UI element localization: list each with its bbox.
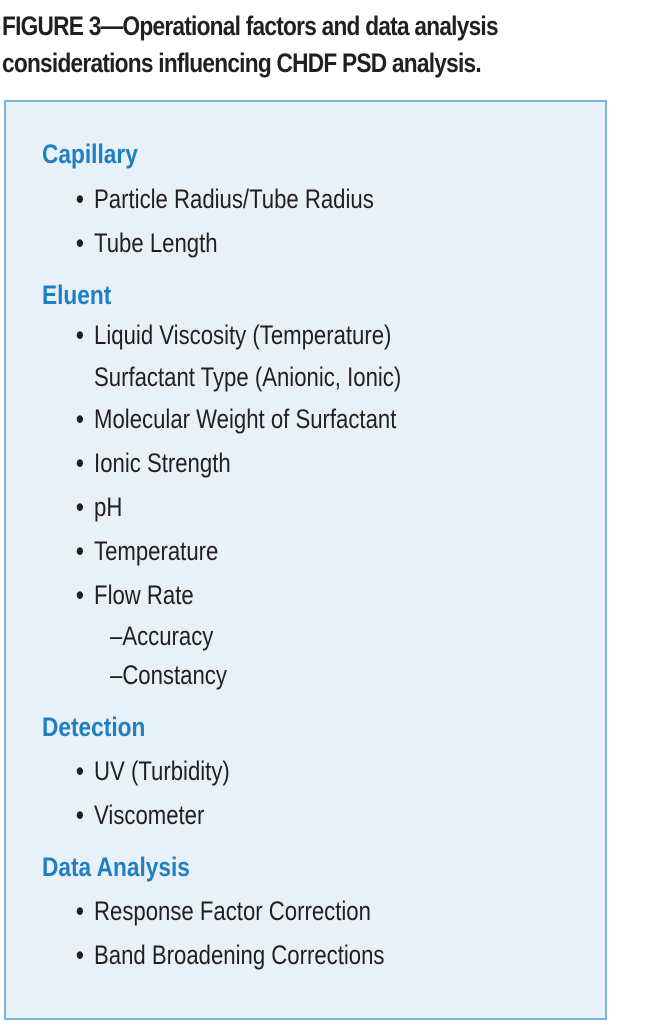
list-item-label: Response Factor Correction: [94, 896, 371, 926]
figure-caption: [2, 8, 640, 82]
list-item-label: Flow Rate: [94, 580, 194, 610]
bullet-icon: •: [76, 404, 84, 434]
list-item: [76, 800, 204, 831]
list-item: [76, 756, 230, 787]
bullet-icon: •: [76, 184, 84, 214]
list-item-label: Liquid Viscosity (Temperature): [94, 320, 392, 350]
bullet-icon: •: [76, 320, 84, 350]
bullet-icon: •: [76, 896, 84, 926]
factors-panel: [4, 100, 607, 1020]
sub-item: –Constancy: [110, 660, 227, 690]
section-heading-detection: Detection: [42, 712, 146, 742]
list-item-label: Band Broadening Corrections: [94, 940, 385, 970]
list-item: [76, 536, 218, 567]
list-item: [76, 580, 194, 611]
list-item-label: Temperature: [94, 536, 219, 566]
list-item: [76, 492, 122, 523]
list-item: [76, 184, 374, 215]
bullet-icon: •: [76, 228, 84, 258]
bullet-icon: •: [76, 448, 84, 478]
bullet-icon: •: [76, 756, 84, 786]
bullet-icon: •: [76, 492, 84, 522]
sub-item: –Accuracy: [110, 621, 214, 651]
section-heading-data-analysis: Data Analysis: [42, 852, 190, 882]
list-item-label: Viscometer: [94, 800, 205, 830]
caption-line-1: FIGURE 3—Operational factors and data analysis: [2, 11, 498, 41]
list-item-label: pH: [94, 492, 123, 522]
list-item: [76, 896, 371, 927]
list-item: [76, 448, 231, 479]
bullet-icon: •: [76, 800, 84, 830]
caption-line-2: considerations influencing CHDF PSD analysis.: [2, 48, 481, 78]
bullet-icon: •: [76, 580, 84, 610]
section-heading-capillary: Capillary: [42, 139, 138, 169]
bullet-icon: •: [76, 940, 84, 970]
list-item-label: Tube Length: [94, 228, 218, 258]
list-item: [76, 940, 384, 971]
list-item: [76, 404, 396, 435]
list-item-label: Molecular Weight of Surfactant: [94, 404, 397, 434]
list-item: [76, 228, 218, 259]
list-item-label: UV (Turbidity): [94, 756, 230, 786]
section-heading-eluent: Eluent: [42, 280, 112, 310]
list-item-label: Particle Radius/Tube Radius: [94, 184, 374, 214]
bullet-icon: •: [76, 536, 84, 566]
list-item-label: Ionic Strength: [94, 448, 231, 478]
list-item-continuation: Surfactant Type (Anionic, Ionic): [94, 362, 402, 392]
list-item: [76, 320, 391, 351]
